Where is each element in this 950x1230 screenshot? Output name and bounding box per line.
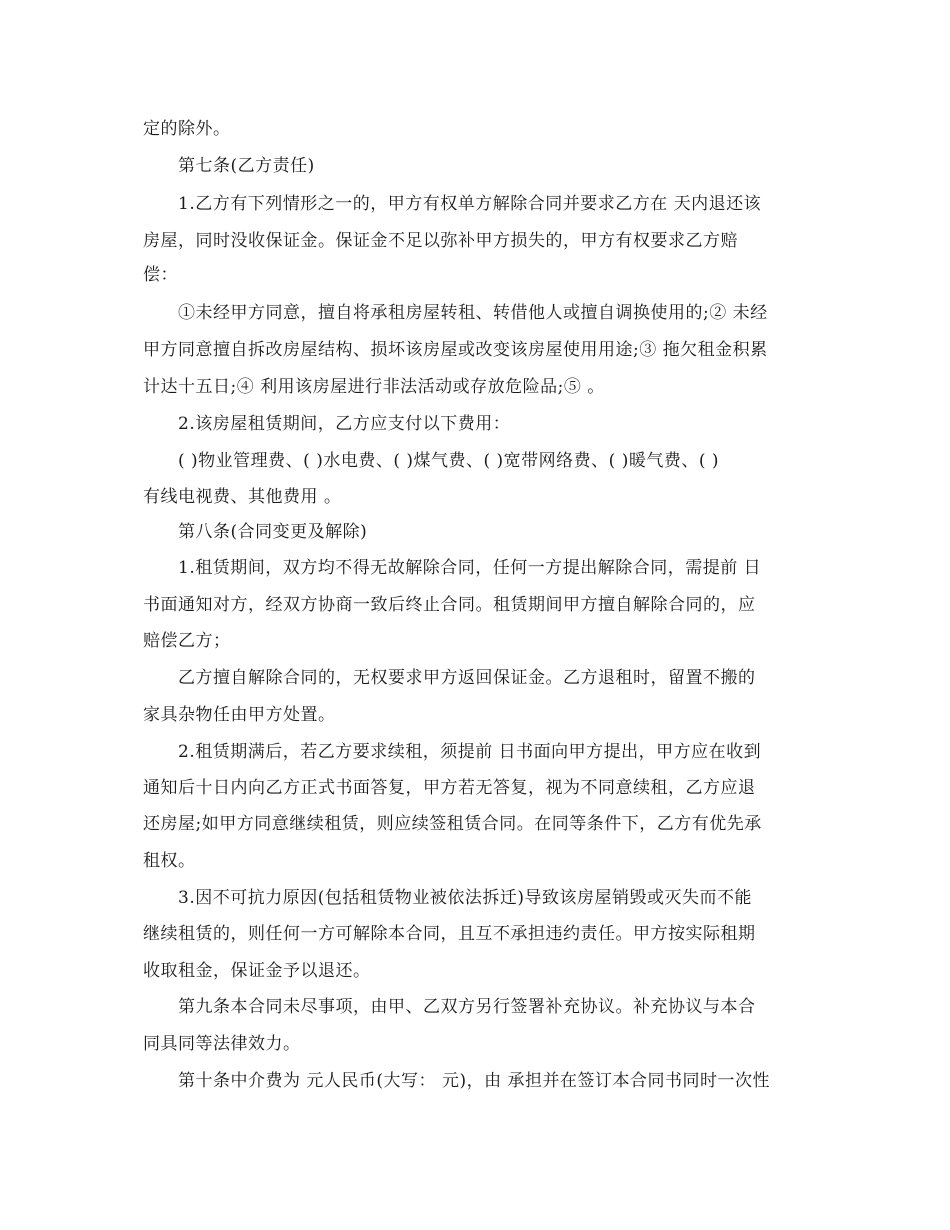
text-line: 第九条本合同未尽事项，由甲、乙双方另行签署补充协议。补充协议与本合 xyxy=(178,997,756,1017)
text-line: 甲方同意擅自拆改房屋结构、损坏该房屋或改变该房屋使用用途;③ 拖欠租金积累 xyxy=(143,340,768,360)
text-line: 通知后十日内向乙方正式书面答复，甲方若无答复，视为不同意续租，乙方应退 xyxy=(143,778,756,798)
text-line: 偿： xyxy=(143,265,178,285)
text-line: 租权。 xyxy=(143,851,196,871)
text-line: 家具杂物任由甲方处置。 xyxy=(143,705,336,725)
text-line: 第十条中介费为 元人民币(大写： 元)，由 承担并在签订本合同书同时一次性 xyxy=(178,1071,770,1091)
text-line: 赔偿乙方； xyxy=(143,631,231,651)
text-line: 乙方擅自解除合同的，无权要求甲方返回保证金。乙方退租时，留置不搬的 xyxy=(178,668,756,688)
text-line: ( )物业管理费、( )水电费、( )煤气费、( )宽带网络费、( )暖气费、( ) xyxy=(178,451,720,471)
text-line: 有线电视费、其他费用 。 xyxy=(143,487,342,507)
text-line: 书面通知对方，经双方协商一致后终止合同。租赁期间甲方擅自解除合同的，应 xyxy=(143,595,756,615)
text-line: 1.乙方有下列情形之一的，甲方有权单方解除合同并要求乙方在 天内退还该 xyxy=(178,194,762,214)
text-line: 定的除外。 xyxy=(143,119,231,139)
text-line: 2.租赁期满后，若乙方要求续租，须提前 日书面向甲方提出，甲方应在收到 xyxy=(178,742,762,762)
text-line: 同具同等法律效力。 xyxy=(143,1034,301,1054)
text-line: 3.因不可抗力原因(包括租赁物业被依法拆迁)导致该房屋销毁或灭失而不能 xyxy=(178,888,752,908)
text-line: 房屋，同时没收保证金。保证金不足以弥补甲方损失的，甲方有权要求乙方赔 xyxy=(143,231,738,251)
section-heading: 第八条(合同变更及解除) xyxy=(178,522,368,542)
text-line: 继续租赁的，则任何一方可解除本合同，且互不承担违约责任。甲方按实际租期 xyxy=(143,924,756,944)
text-line: ①未经甲方同意，擅自将承租房屋转租、转借他人或擅自调换使用的;② 未经 xyxy=(178,303,768,323)
section-heading: 第七条(乙方责任) xyxy=(178,156,315,176)
text-line: 1.租赁期间，双方均不得无故解除合同，任何一方提出解除合同，需提前 日 xyxy=(178,558,762,578)
text-line: 2.该房屋租赁期间，乙方应支付以下费用： xyxy=(178,414,511,434)
text-line: 收取租金，保证金予以退还。 xyxy=(143,961,371,981)
text-line: 计达十五日;④ 利用该房屋进行非法活动或存放危险品;⑤ 。 xyxy=(143,377,605,397)
text-line: 还房屋;如甲方同意继续租赁，则应续签租赁合同。在同等条件下，乙方有优先承 xyxy=(143,814,762,834)
